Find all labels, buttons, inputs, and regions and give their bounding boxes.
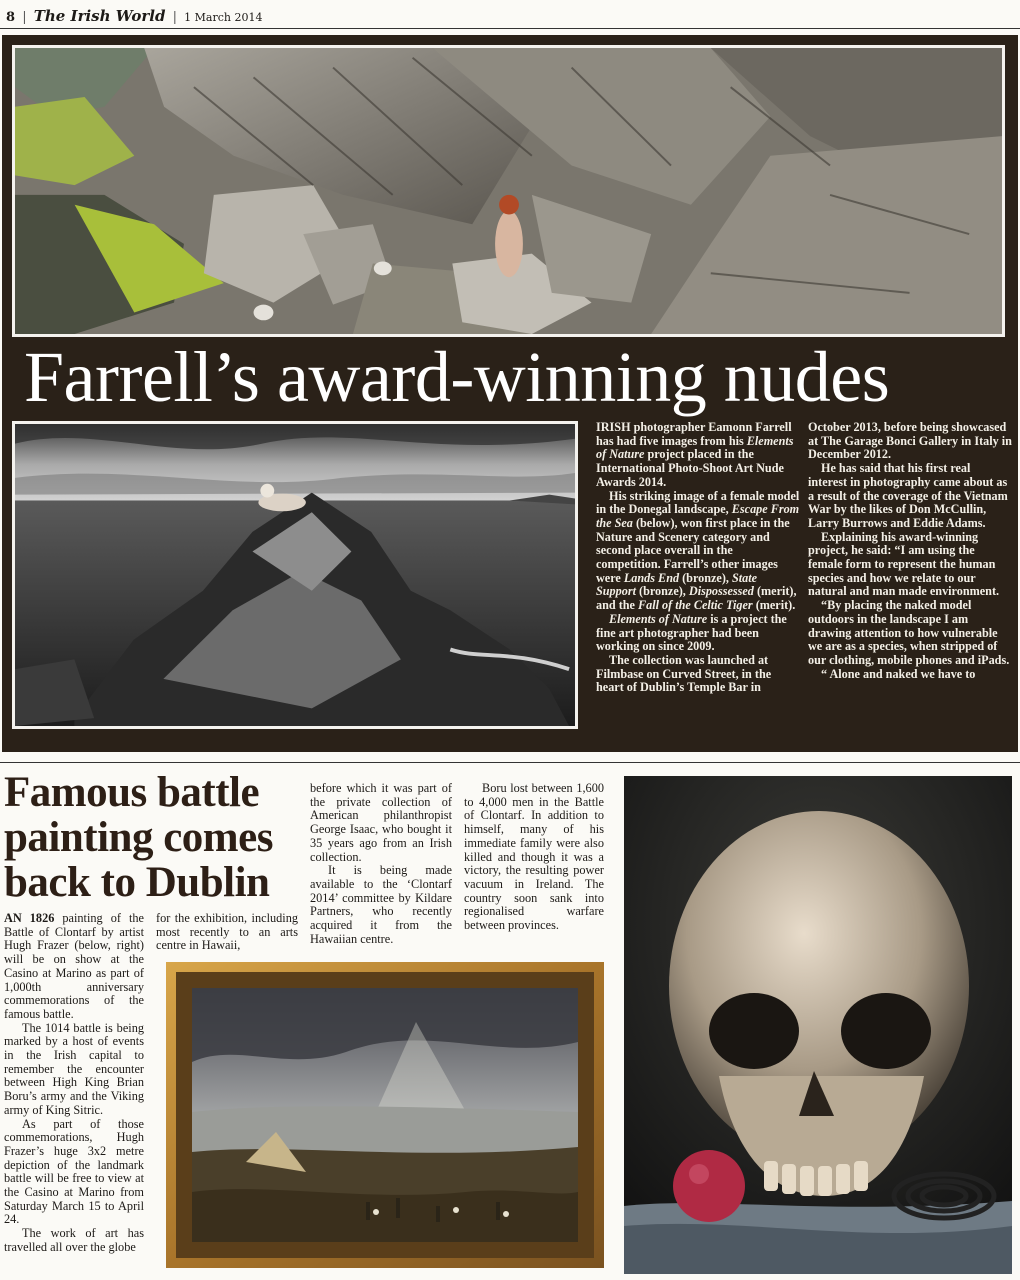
feature-paragraph: Elements of Nature is a project the fine art photographer had been working on since 2009. [596,611,787,654]
story-column-1 [4,912,144,1255]
sea-rock-photo [12,421,578,729]
feature-column-1 [596,421,800,695]
battle-painting [166,962,604,1268]
story-paragraph: Boru lost between 1,600 to 4,000 men in the Battle of Clontarf. In addition to himself, many of his immediate family were also killed and though it was a victory, the resulting power vacuum in Ireland. The country soon sank into regionalised warfare between provinces. [464,781,604,933]
story-paragraph: before which it was part of the private collection of American philanthropist George Isaac, who bought it 35 years ago from an Irish collection. [310,781,452,864]
page-folio [6,6,262,28]
story-headline: Famous battle painting comes back to Dublin [4,769,273,906]
story-lead: AN 1826 [4,911,55,925]
feature-paragraph: The collection was launched at Filmbase on Curved Street, in the heart of Dublin’s Temple Bar in [596,652,772,695]
story-column-2 [156,912,298,953]
story-paragraph: for the exhibition, including most recently to an arts centre in Hawaii, [156,911,298,953]
feature-paragraph: IRISH photographer Eamonn Farrell has had five images from his Elements of Nature project placed in the International Photo-Shoot Art Nude Awards 2014. [596,420,794,489]
feature-paragraph: He has said that his first real interest in photography came about as a result of the coverage of the Vietnam War by the likes of Don McCullin, Larry Burrows and Eddie Adams. [808,461,1008,530]
feature-paragraph: “ Alone and naked we have to [821,666,976,681]
feature-paragraph: Explaining his award-winning project, he said: “I am using the female form to represent the human species and how we relate to our natural and man made environment. [808,529,1000,599]
story-paragraph: The 1014 battle is being marked by a host of events in the Irish capital to remember the encounter between High King Brian Boru’s army and the Viking army of King Sitric. [4,1020,144,1117]
folio-separator-2: | [172,10,177,25]
sea-rock-icon [15,424,575,726]
skull-still-life [624,776,1012,1274]
story-paragraph: The work of art has travelled all over the globe [4,1226,144,1254]
issue-date: 1 March 2014 [184,11,263,24]
feature-panel [2,35,1018,752]
feature-paragraph: “By placing the naked model outdoors in the landscape I am drawing attention to how vulnerable we are as a species, when stripped of our clothing, mobile phones and iPads. [808,598,1010,667]
feature-paragraph: October 2013, before being showcased at The Garage Bonci Gallery in Italy in December 2012. [808,420,1012,462]
skull-still-life-icon [624,776,1012,1274]
feature-column-2 [808,421,1012,681]
rocky-coast-photo [12,45,1005,337]
feature-headline: Farrell’s award-winning nudes [24,337,890,417]
folio-separator: | [22,10,27,25]
publication-name: The Irish World [33,7,166,25]
section-rule [0,762,1020,763]
page-number: 8 [6,10,16,25]
story-column-3 [310,782,452,946]
story-paragraph: As part of those commemorations, Hugh Frazer’s huge 3x2 metre depiction of the landmark battle will be free to view at the Casino at Marino from Saturday March 15 to April 24. [4,1116,144,1227]
header-rule [0,28,1020,29]
feature-paragraph: His striking image of a female model in the Donegal landscape, Escape From the Sea (below), won first place in the Nature and Scenery category and second place overall in the competition. Farrell’s other images were Lands End (bronze), State Support (bronze), Dispossessed (merit), and the Fall of the Celtic Tiger (merit). [596,488,800,613]
story-paragraph: It is being made available to the ‘Clontarf 2014’ committee by Kildare Partners, who recently acquired it from the Hawaiian centre. [310,863,452,946]
story-column-4 [464,782,604,933]
story-paragraph: AN 1826 painting of the Battle of Clontarf by artist Hugh Frazer (below, right) will be on show at the Casino at Marino as part of 1,000th anniversary commemorations of the famous battle. [4,911,144,1021]
rocky-coast-icon [15,48,1002,334]
battle-painting-icon [166,962,604,1268]
